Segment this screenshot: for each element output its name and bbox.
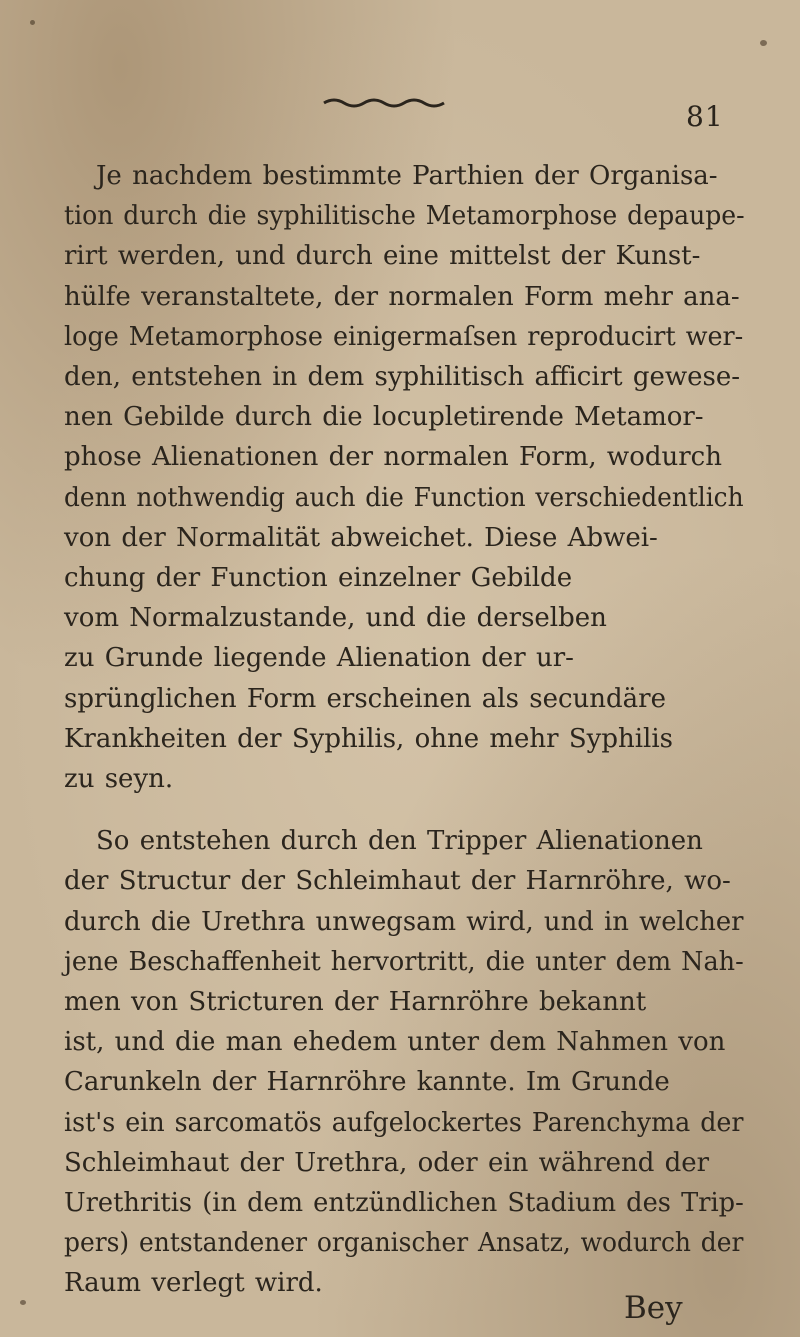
text-line: zu seyn. [64,764,174,794]
text-line: pers) entstandener organischer Ansatz, wodurch der [64,1228,744,1258]
text-line: ist's ein sarcomatös aufgelockertes Parenchyma der [64,1108,744,1138]
text-line: rirt werden, und durch eine mittelst der Kunst- [64,241,701,271]
text-line: der Structur der Schleimhaut der Harnröhre, wo- [64,866,731,896]
text-line: vom Normalzustande, und die derselben [64,603,607,633]
text-line: phose Alienationen der normalen Form, wodurch [64,442,722,472]
text-line: sprünglichen Form erscheinen als secundäre [64,684,666,714]
text-line: den, entstehen in dem syphilitisch afficirt gewese- [64,362,741,392]
paper-speck [760,40,767,46]
text-line: Carunkeln der Harnröhre kannte. Im Grunde [64,1067,670,1097]
text-line: von der Normalität abweichet. Diese Abwei- [64,523,658,553]
text-line: loge Metamorphose einigermaſsen reproducirt wer- [64,322,744,352]
text-line: Urethritis (in dem entzündlichen Stadium des Trip- [64,1188,744,1218]
text-line: ist, und die man ehedem unter dem Nahmen von [64,1027,726,1057]
text-line: denn nothwendig auch die Function verschiedentlich [64,483,744,513]
text-line: durch die Urethra unwegsam wird, und in welcher [64,907,744,937]
text-line: chung der Function einzelner Gebilde [64,563,573,593]
text-line: Schleimhaut der Urethra, oder ein während der [64,1148,710,1178]
text-line: men von Stricturen der Harnröhre bekannt [64,987,647,1017]
catchword: Bey [624,1290,683,1326]
paper-speck [20,1300,26,1305]
text-line: Krankheiten der Syphilis, ohne mehr Syphilis [64,724,674,754]
text-line: jene Beschaffenheit hervortritt, die unter dem Nah- [64,947,744,977]
text-line: nen Gebilde durch die locupletirende Metamor- [64,402,704,432]
text-line: hülfe veranstaltete, der normalen Form mehr ana- [64,282,740,312]
paper-speck [30,20,35,25]
page-number: 81 [686,100,724,133]
text-line: Raum verlegt wird. [64,1268,323,1298]
text-line: So entstehen durch den Tripper Alienationen [96,826,703,856]
text-line: tion durch die syphilitische Metamorphose depaupe- [64,201,745,231]
text-line: zu Grunde liegende Alienation der ur- [64,643,574,673]
text-line: Je nachdem bestimmte Parthien der Organisa- [96,161,718,191]
